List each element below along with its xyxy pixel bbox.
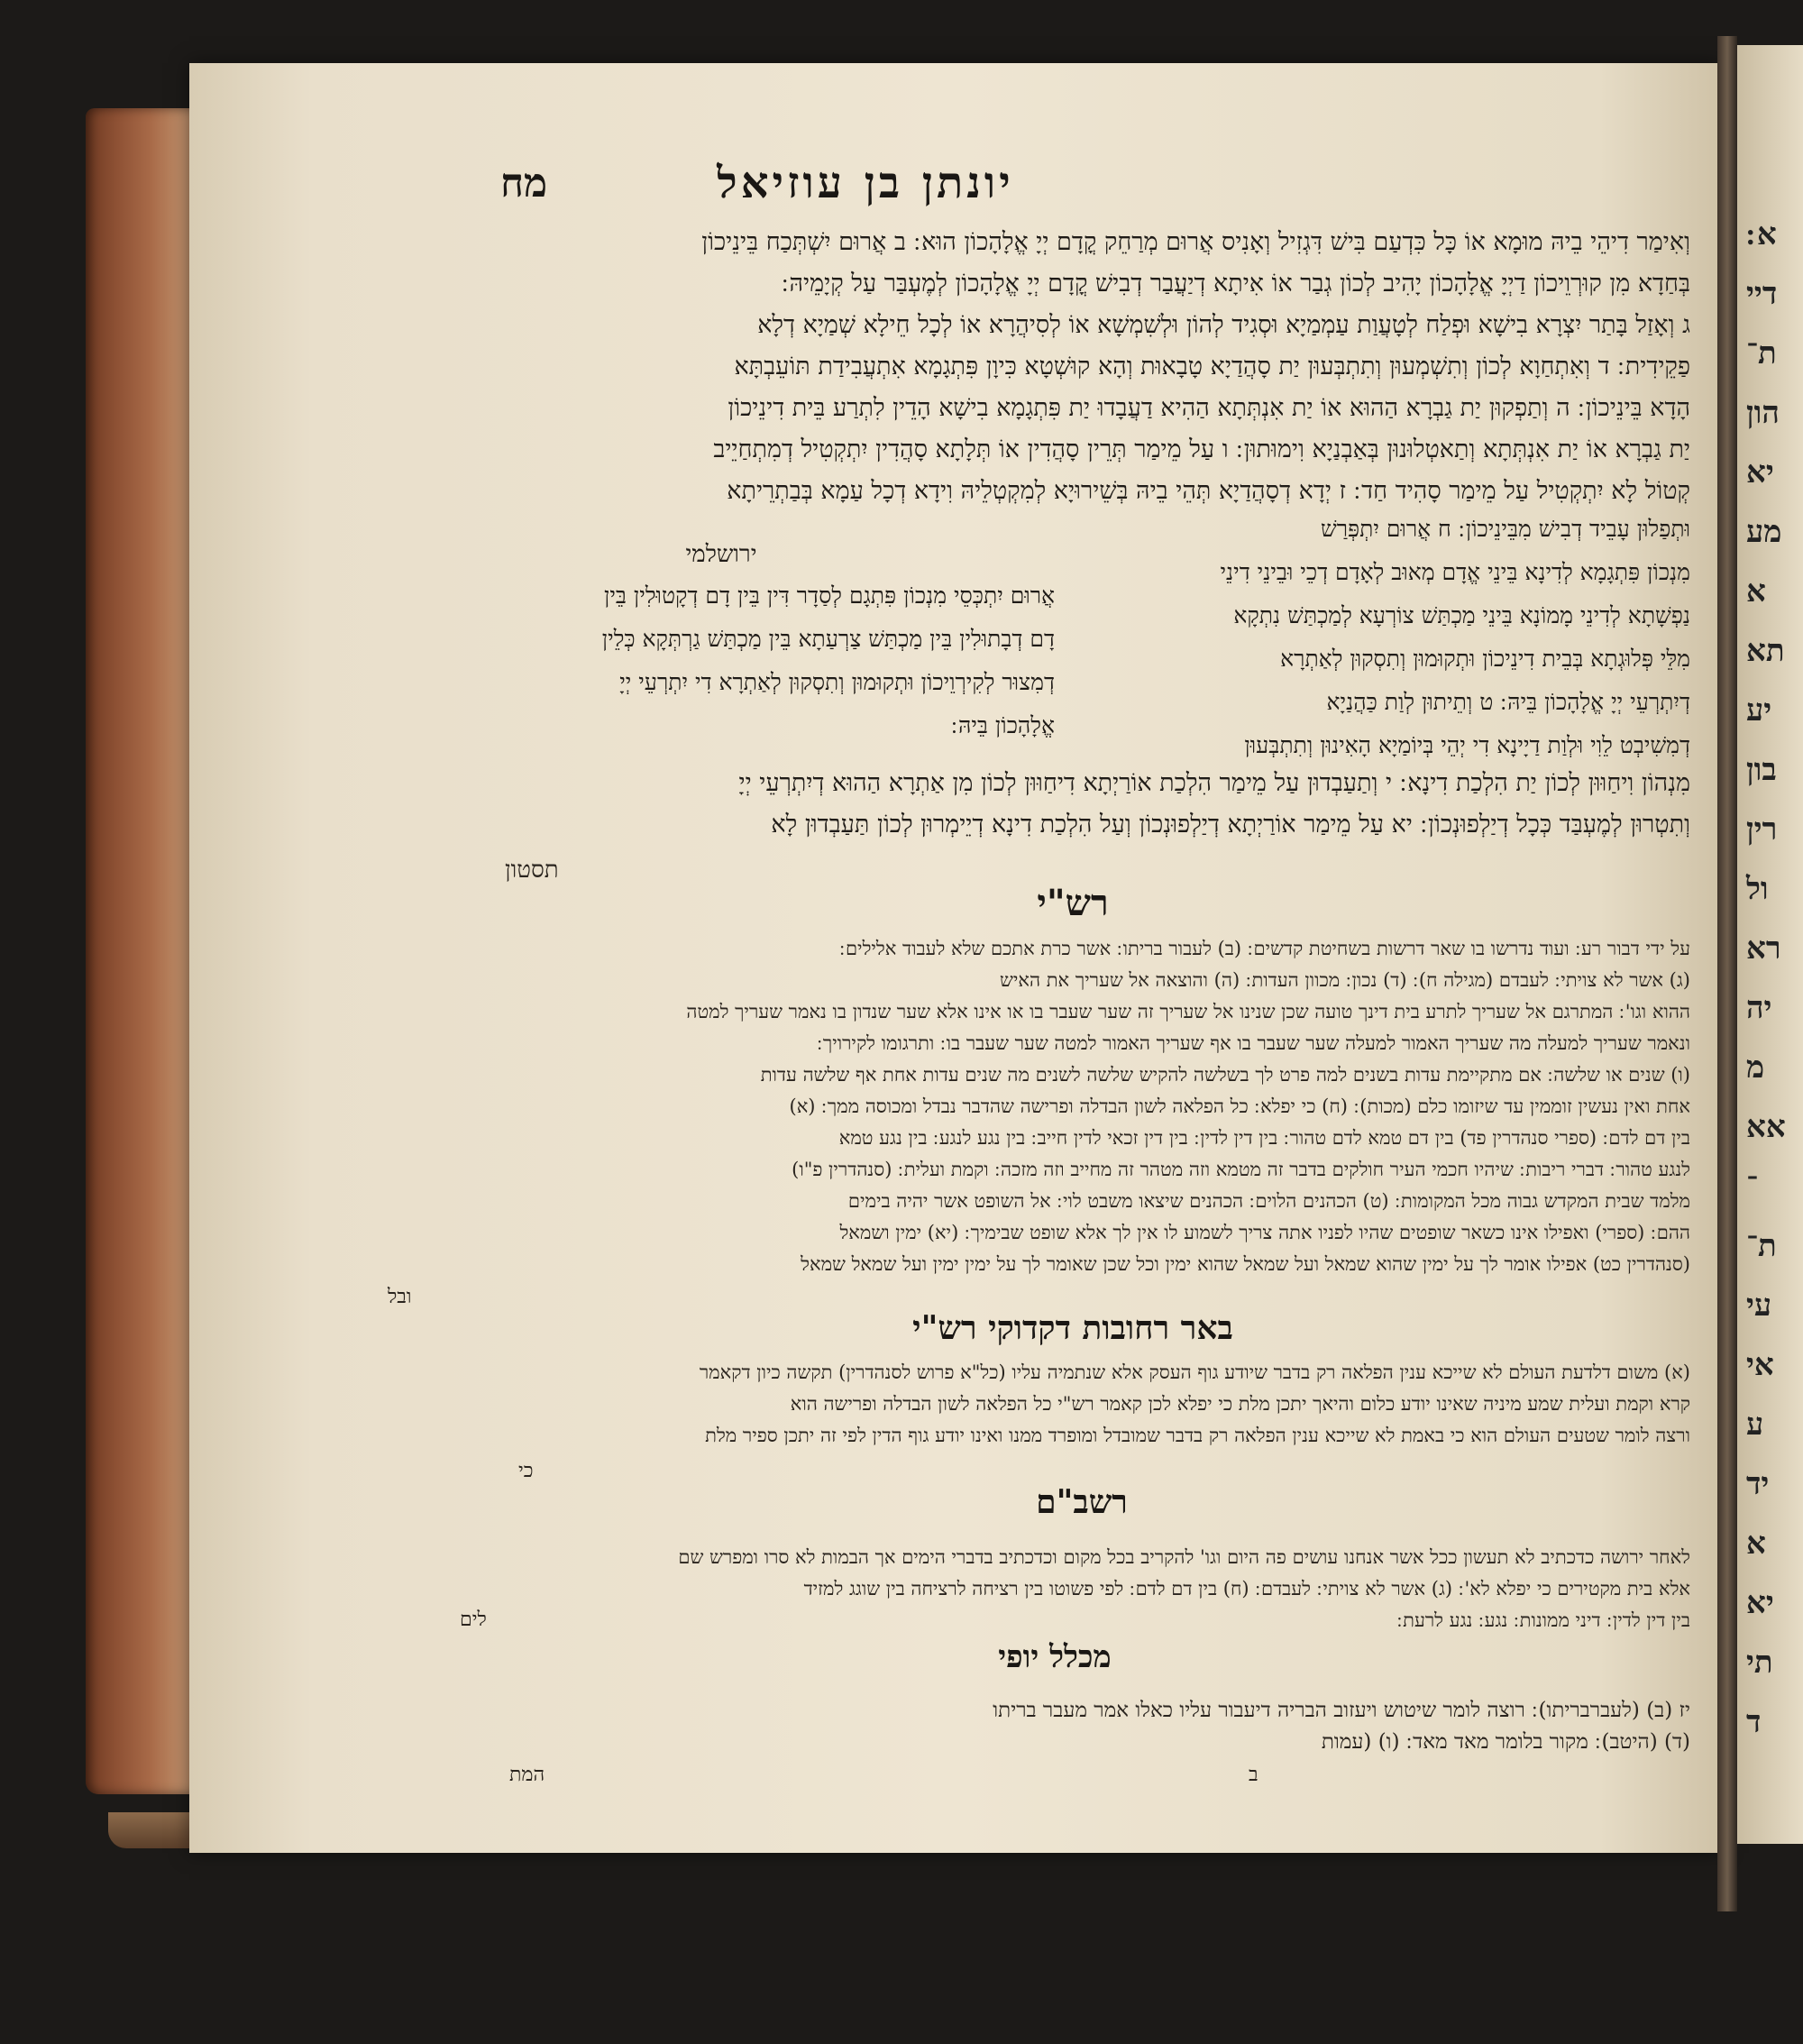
next-page-fragment-line: תי [1746,1645,1773,1681]
targum-line: דְמִשִׁיבְט לֵוִי וּלְוַת דַיָינָא דִי יְהֵי בְּיוֹמַיָא הָאִינוּן וְתִתְבְּעוּן [1244,732,1690,758]
running-title: יונתן בן עוזיאל [717,158,1014,208]
commentary-line: ההוא וגו' ׃ המתרגם אל שעריך לתרע בית דינך טועה שכן שנינו אל שעריך זה שער שעבר בו או אינו אלא שער שנדון בו נאמר שעריך למטה [686,1001,1690,1022]
catchword: ובל [388,1286,412,1308]
catchword: תסטון [505,857,559,884]
next-page-fragment-line: ד [1746,1704,1762,1740]
commentary-line: לנגע טהור ׃ דברי ריבות ׃ שיהיו חכמי העיר חולקים בדבר זה מטמא וזה מטהר זה מחייב וזה מזכה ׃ וקמת ועלית ׃ (סנהדרין פ"ו) [792,1159,1690,1180]
right-page-fragment [1737,45,1803,1844]
next-page-fragment-line: אי [1746,1347,1774,1383]
page-number: מח [500,160,548,206]
targum-line: מִנְהוֹן וִיחַוּוּן לְכוֹן יַת הִלְכַת דִינָא ׃ י וְתַעַבְדוּן עַל מֵימַר הִלְכַת אוֹרַיְתָא דִיחַוּוּן לְכוֹן מִן אַתְרָא הַהוּא דְיִתְרְעֵי יְיָ [738,769,1690,797]
commentary-line: בין דין לדין ׃ דיני ממונות ׃ נגע ׃ נגע לרעת ׃ [1396,1609,1690,1631]
targum-line: ג וְאָזַל בָּתַר יִצְרָא בִישָׁא וּפְלַח לְטָעֲוַת עַמְמַיָא וּסְגִיד לְהוֹן וּלְשִׁמְשָׁא אוֹ לְסִיהֲרָא אוֹ לְכָל חֵילָא שְׁמַיָא דְלָא [757,311,1690,339]
book-fore-edge [86,108,194,1794]
catchword: כי [518,1460,534,1482]
commentary-line: (ג) אשר לא צויתי ׃ לעבדם (מגילה ח) ׃ (ד) נכון ׃ מכוון העדות ׃ (ה) והוצאה אל שעריך את האיש [1000,969,1690,991]
targum-line: דְיִתְרְעֵי יְיָ אֱלָהָכוֹן בֵּיהּ ׃ ט וְתֵיתוּן לְוַת כַּהֲנַיָא [1326,689,1690,715]
next-page-fragment-line: הון [1746,395,1780,431]
targum-line: פַקֵידִית ׃ ד וְאִתְחַוָא לְכוֹן וְתִשְׁמְעוּן וְתִתְבְּעוּן יַת סָהֲדַיָא טָבָאוּת וְהָא קוּשְׁטָא כִּיוָן פִּתְגָמָא אִתְעֲבִידַת תּוֹעֵבְתָּא [734,353,1690,380]
targum-line: מִנְכוֹן פִּתְגָמָא לְדִינָא בֵּינֵי אֱדָם מְאוּב לְאָדָם דְכֵי וּבֵינֵי דִינֵי [1220,559,1690,585]
next-page-fragment-line: אא [1746,1109,1786,1145]
next-page-fragment-line: יא [1746,454,1774,490]
catchword: לים [460,1609,487,1631]
commentary-line: (א) משום דלדעת העולם לא שייכא ענין הפלאה רק בדבר שיודע גוף העסק אלא שנתמיה עליו (כל"א פרוש לסנהדרין) תקשה כיון דקאמר [699,1361,1690,1383]
commentary-line: יז (ב) (לעברבריתו) ׃ רוצה לומר שיטוש ויעזוב הבריה דיעבור עליו כאלו אמר מעבר בריתו [993,1699,1690,1722]
next-page-fragment-line: ת־ [1746,1228,1777,1264]
next-page-fragment-line: ע [1746,1407,1764,1443]
commentary-line: לאחר ירושה כדכתיב לא תעשון ככל אשר אנחנו עושים פה היום וגו' להקריב בכל מקום וכדכתיב בדברי הימים אך הבמות לא סרו ומפרש שם [678,1546,1690,1568]
commentary-line: ונאמר שעריך למעלה מה שעריך האמור למעלה שער שעבר בו אף שעריך האמור למטה שער שעבר בו ׃ ותרגומו לקירויך ׃ [817,1032,1690,1054]
yerushalmi-line: אֲרוּם יִתְכְּסֵי מִנְכוֹן פִּתְגָם לְסַדָר דִּין בֵּין דָם דְקָטוּלִין בֵּין [604,582,1055,609]
next-page-fragment-line: יע [1746,692,1772,729]
next-page-fragment-line: רא [1746,930,1781,967]
rashi-title: רש"י [1037,882,1109,924]
signature-mark: ב [1249,1764,1258,1786]
next-page-fragment-line: מ [1746,1049,1765,1086]
next-page-fragment-line: בון [1746,752,1777,788]
targum-line: הָדָא בֵּינֵיכוֹן ׃ ה וְתַפְקוּן יַת גַבְרָא הַהוּא אוֹ יַת אִנְתְּתָא הַהִיא דַעֲבָדוּ יַת פִּתְגָמָא בִישָׁא הָדֵין לִתְרַע בֵּית דִינֵיכוֹן [728,394,1690,422]
next-page-fragment-line: יה [1746,990,1772,1026]
next-page-fragment-line: רין [1746,811,1778,848]
next-page-fragment-line: ת־ [1746,335,1777,371]
next-page-fragment-line: יד [1746,1466,1770,1502]
beer-title: באר רחובות דקדוקי רש"י [912,1309,1233,1347]
targum-line: וּתְפַלוּן עָבֵיד דְבִישׁ מִבֵּינֵיכוֹן ׃ ח אֲרוּם יִתְפְּרַשׁ [1321,516,1690,542]
next-page-fragment-line: ־ [1746,1169,1759,1205]
book-gutter [1717,36,1737,1911]
next-page-fragment-line: מע [1746,514,1782,550]
commentary-line: ורצה לומר שטעים העולם הוא כי באמת לא שייכא ענין הפלאה רק בדבר שמובדל ומופרד ממנו ואינו יודע גוף הדין לפי זה יתכן ספיר מלת [705,1425,1690,1446]
yerushalmi-title: ירושלמי [685,541,757,568]
targum-line: יַת גַבְרָא אוֹ יַת אִנְתְּתָא וְתַאטְלוּנוּן בְּאַבְנַיָא וִימוּתוּן ׃ ו עַל מֵימַר תְּרֵין סָהֲדִין אוֹ תְּלָתָא סָהֲדִין יִתְקְטִיל דְמִתְחַיֵיב [713,435,1690,463]
yerushalmi-line: דְמִצוּר לְקִירְוֵיכוֹן וּתְקוּמוּן וְתִסְקוּן לְאַתְרָא דִי יִתְרְעֵי יְיָ [619,669,1055,695]
targum-line: וְתִטְרוּן לְמֶעְבַּד כְּכָל דְיַלְפוּנְכוֹן ׃ יא עַל מֵימַר אוֹרַיְתָא דְיַלְפוּנְכוֹן וְעַל הִלְכַת דִינָא דְיֵימְרוּן לְכוֹן תַּעַבְדוּן לָא [771,811,1690,839]
next-page-fragment-line: ול [1746,871,1769,907]
commentary-line: אחת ואין נעשין זוממין עד שיזומו כלם (מכות) ׃ (ח) כי יפלא ׃ כל הפלאה לשון הבדלה ופרישה שהדבר נבדל ומכוסה ממך ׃ (א) [789,1095,1690,1117]
yerushalmi-line: דָם דְבָתוּלִין בֵּין מַכְתַּשׁ צַרְעַתָא בֵּין מַכְתַּשׁ גַרְתְּקָא כְּלֵין [601,626,1055,652]
targum-line: בְּחַדָא מִן קוּרְוֵיכוֹן דַיְיָ אֱלָהָכוֹן יָהִיב לְכוֹן גְבַר אוֹ אִיתָא דְיַעֲבַר דְבִישׁ קֳדָם יְיָ אֱלָהָכוֹן לְמֶעְבַּר עַל קְיָמֵיהּ ׃ [781,270,1690,298]
rashbam-title: רשב"ם [1036,1483,1128,1521]
michlal-title: מכלל יופי [998,1639,1112,1675]
targum-line: נַפְשָׁתָא לְדִינֵי מָמוֹנָא בֵּינֵי מַכְתַּשׁ צוֹרְעָא לְמַכְתַּשׁ נִתְקָא [1233,602,1690,628]
next-page-fragment-line: תא [1746,633,1785,669]
commentary-line: על ידי דבור רע ׃ ועוד נדרשו בו שאר דרשות בשחיטת קדשים ׃ (ב) לעבור בריתו ׃ אשר כרת אתכם שלא לעבוד אלילים ׃ [839,938,1690,959]
commentary-line: אלא בית מקטירים כי יפלא לא' ׃ (ג) אשר לא צויתי ׃ לעבדם ׃ (ח) בין דם לדם ׃ לפי פשוטו בין רציחה לרציחה בין שוגג למזיד [803,1578,1690,1599]
commentary-line: ההם ׃ (ספרי) ואפילו אינו כשאר שופטים שהיו לפניו אתה צריך לשמוע לו אין לך אלא שופט שבימיך ׃ (יא) ימין ושמאל [839,1222,1690,1243]
catchword: המת [509,1764,545,1786]
next-page-fragment-line: דיי [1746,276,1778,312]
next-page-fragment-line: א [1746,1526,1766,1562]
next-page-fragment-line: א ׃ [1746,216,1777,252]
commentary-line: בין דם לדם ׃ (ספרי סנהדרין פד) בין דם טמא לדם טהור ׃ בין דין לדין ׃ בין דין זכאי לדין חייב ׃ בין נגע לנגע ׃ בין נגע טמא [838,1127,1690,1149]
commentary-line: מלמד שבית המקדש גבוה מכל המקומות ׃ (ט) הכהנים הלוים ׃ הכהנים שיצאו משבט לוי ׃ אל השופט אשר יהיה בימים [847,1190,1690,1212]
commentary-line: קרא וקמת ועלית שמע מיניה שאינו יודע כלום והיאך יתכן מלת כי יפלא לכן קאמר רש"י כל הפלאה לשון הבדלה ופרישה הוא [790,1393,1690,1415]
next-page-fragment-line: א [1746,573,1766,610]
commentary-line: (ו) שנים או שלשה ׃ אם מתקיימת עדות בשנים למה פרט לך בשלשה להקיש שלשה לשנים מה שנים עדות אחת אף שלשה עדות [760,1064,1690,1086]
next-page-fragment-line: יא [1746,1585,1774,1621]
next-page-fragment-line: עי [1746,1288,1772,1324]
yerushalmi-line: אֱלָהָכוֹן בֵּיהּ ׃ [951,712,1055,738]
targum-line: קְטוֹל לָא יִתְקְטִיל עַל מֵימַר סָהִיד חַד ׃ ז יְדָא דְסָהֲדַיָא תְּהֵי בֵיהּ בְּשֵׁירוּיָא לְמִקְטְלֵיהּ וִידָא דְכָל עַמָא בְּבַתְרֵיתָא [727,477,1690,505]
targum-line: וְאִימַר דִיהֵי בֵיהּ מוּמָא אוֹ כָּל כִּדְעַם בִּישׁ דִּגְזִיל וְאָנִיס אֲרוּם מְרַחֵק קֳדָם יְיָ אֱלָהָכוֹן הוּא ׃ ב אֲרוּם יִשְׁתְּכַח בֵּינֵיכוֹן [701,228,1690,256]
targum-line: מִלֵּי פְּלוּגְתָא בְּבֵית דִינֵיכוֹן וּתְקוּמוּן וְתִסְקוּן לְאַתְרָא [1280,646,1690,672]
commentary-line: (ד) (היטב) ׃ מקור בלומר מאד מאד ׃ (ו) (עמות [1321,1730,1690,1754]
commentary-line: (סנהדרין כט) אפילו אומר לך על ימין שהוא שמאל ועל שמאל שהוא ימין וכל שכן שאומר לך על ימין ימין ועל שמאל שמאל [801,1253,1690,1275]
